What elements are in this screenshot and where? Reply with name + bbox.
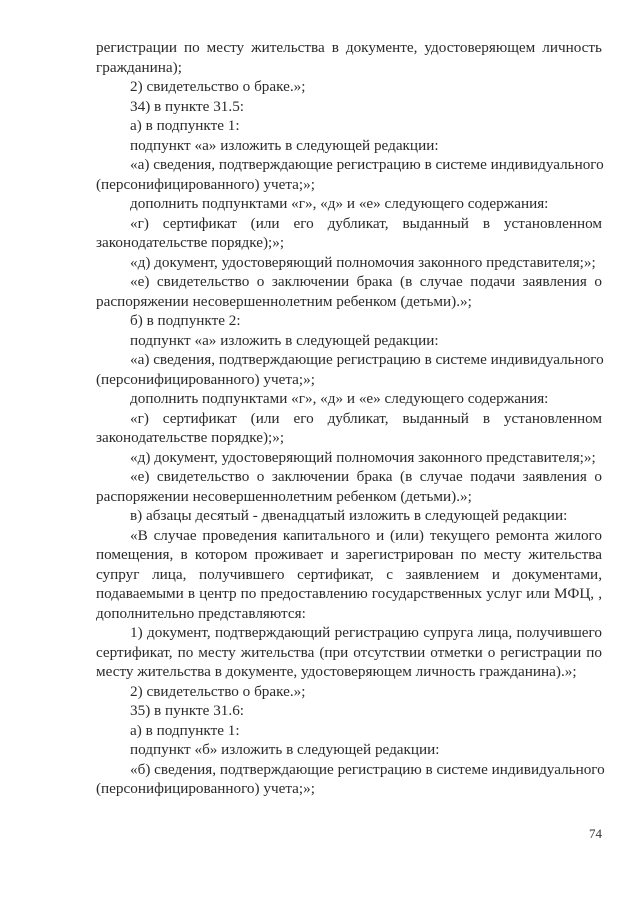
text-line: «б) сведения, подтверждающие регистрацию в системе индивидуального	[130, 760, 605, 778]
text-line: супруг лица, получившего сертификат, с заявлением и документами,	[96, 565, 602, 583]
text-line: «а) сведения, подтверждающие регистрацию в системе индивидуального	[130, 351, 604, 368]
text-line: распоряжении несовершеннолетним ребенком (детьми).»;	[96, 487, 472, 505]
text-line: а) в подпункте 1:	[130, 117, 240, 134]
text-line: подпункт «а» изложить в следующей редакции:	[130, 136, 439, 154]
text-line: помещения, в котором проживает и зарегистрирован по месту жительства	[96, 546, 602, 563]
text-line: подаваемыми в центр по предоставлению государственных услуг или МФЦ, ,	[96, 585, 602, 602]
text-line: «а) сведения, подтверждающие регистрацию в системе индивидуального	[130, 156, 604, 173]
text-line: 35) в пункте 31.6:	[130, 702, 245, 719]
text-line: 34) в пункте 31.5:	[130, 97, 245, 115]
text-line: распоряжении несовершеннолетним ребенком (детьми).»;	[96, 292, 472, 310]
text-line: 2) свидетельство о браке.»;	[130, 682, 306, 700]
text-line: законодательстве порядке);»;	[96, 234, 285, 251]
text-line: подпункт «б» изложить в следующей редакции:	[130, 741, 440, 758]
text-line: «д) документ, удостоверяющий полномочия законного представителя;»;	[130, 448, 596, 466]
text-line: (персонифицированного) учета;»;	[96, 175, 315, 193]
text-line: 1) документ, подтверждающий регистрацию супруга лица, получившего	[130, 624, 602, 641]
text-line: законодательстве порядке);»;	[96, 429, 285, 446]
text-line: (персонифицированного) учета;»;	[96, 780, 315, 797]
text-line: сертификат, по месту жительства (при отсутствии отметки о регистрации по	[96, 643, 602, 661]
text-line: гражданина);	[96, 58, 182, 76]
text-line: «е) свидетельство о заключении брака (в случае подачи заявления о	[130, 273, 602, 290]
page-number: 74	[589, 826, 602, 841]
text-line: регистрации по месту жительства в документе, удостоверяющем личность	[96, 39, 602, 56]
text-line: подпункт «а» изложить в следующей редакции:	[130, 331, 439, 349]
text-line: «е) свидетельство о заключении брака (в случае подачи заявления о	[130, 468, 602, 485]
text-line: месту жительства в документе, удостоверяющем личность гражданина).»;	[96, 663, 577, 680]
text-line: «д) документ, удостоверяющий полномочия законного представителя;»;	[130, 253, 596, 271]
text-line: дополнить подпунктами «г», «д» и «е» следующего содержания:	[130, 390, 549, 407]
text-line: в) абзацы десятый - двенадцатый изложить в следующей редакции:	[130, 507, 568, 524]
text-line: 2) свидетельство о браке.»;	[130, 78, 306, 95]
text-line: а) в подпункте 1:	[130, 721, 240, 739]
text-line: «г) сертификат (или его дубликат, выданный в установленном	[130, 214, 602, 232]
text-line: «В случае проведения капитального и (или) текущего ремонта жилого	[130, 526, 602, 544]
text-line: (персонифицированного) учета;»;	[96, 370, 315, 388]
text-line: дополнительно представляются:	[96, 604, 306, 622]
text-line: б) в подпункте 2:	[130, 312, 241, 329]
text-line: дополнить подпунктами «г», «д» и «е» следующего содержания:	[130, 195, 549, 212]
text-line: «г) сертификат (или его дубликат, выданный в установленном	[130, 409, 602, 427]
